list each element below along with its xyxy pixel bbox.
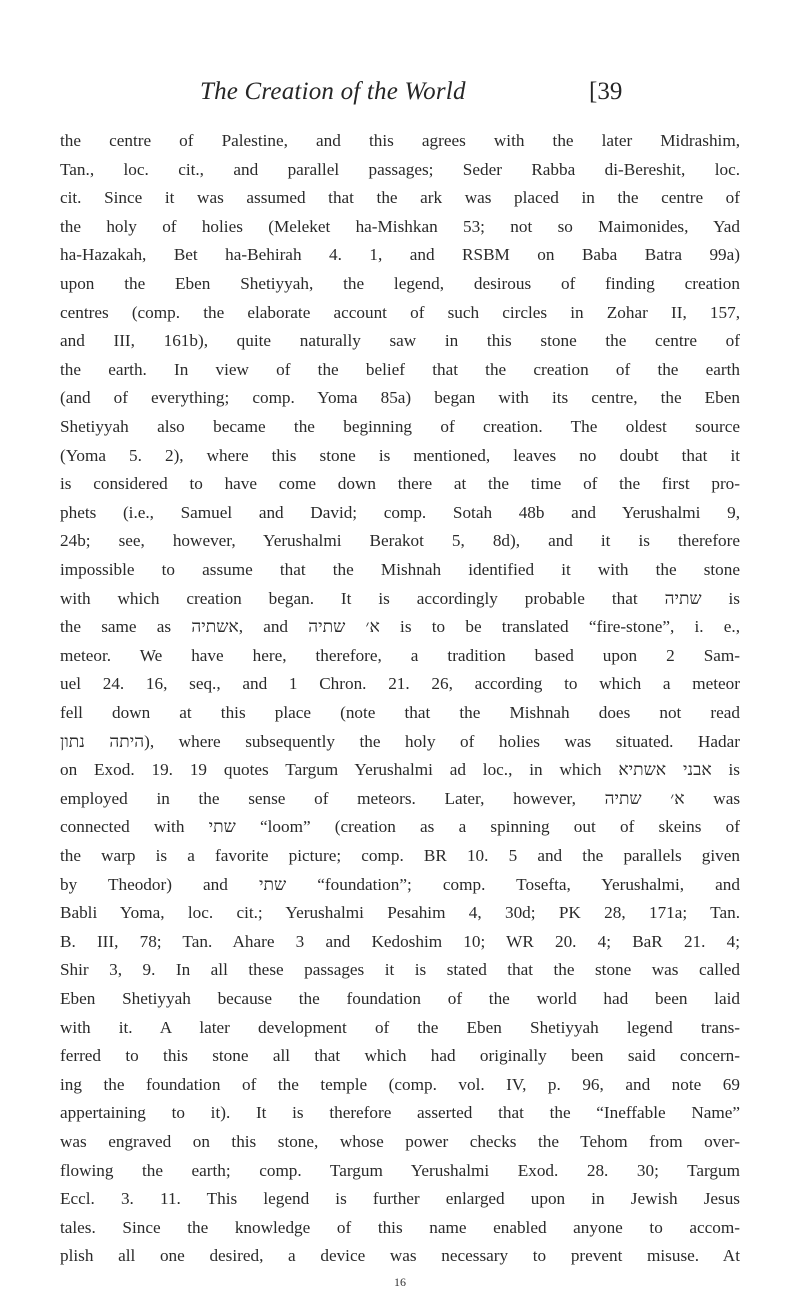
running-title: The Creation of the World (200, 78, 466, 105)
text-line: (Yoma 5. 2), where this stone is mentioned, leaves no doubt that it (60, 445, 740, 465)
text-line: with it. A later development of the Eben Shetiyyah legend trans- (60, 1017, 740, 1037)
text-line: ha-Hazakah, Bet ha-Behirah 4. 1, and RSBM on Baba Batra 99a) (60, 245, 740, 265)
text-line: and III, 161b), quite naturally saw in this stone the centre of (60, 331, 740, 351)
text-line: Eben Shetiyyah because the foundation of the world had been laid (60, 989, 740, 1008)
text-line: cit. Since it was assumed that the ark was placed in the centre of (60, 188, 740, 208)
text-line: fell down at this place (note that the Mishnah does not read (60, 703, 740, 722)
text-line: upon the Eben Shetiyyah, the legend, desirous of finding creation (60, 274, 740, 293)
text-line: ing the foundation of the temple (comp. vol. IV, p. 96, and note 69 (60, 1074, 740, 1094)
text-line: היתה נתון), where subsequently the holy of holies was situated. Hadar (60, 731, 740, 751)
text-line: the holy of holies (Meleket ha-Mishkan 53; not so Maimonides, Yad (60, 216, 740, 236)
text-line: the centre of Palestine, and this agrees with the later Midrashim, (60, 131, 740, 150)
text-line: Shir 3, 9. In all these passages it is stated that the stone was called (60, 960, 740, 980)
text-line: the earth. In view of the belief that the creation of the earth (60, 359, 740, 379)
running-header (0, 78, 800, 118)
text-line: the same as אשתיה, and א׳ שתיה is to be translated “fire-stone”, i. e., (60, 617, 740, 637)
text-line: with which creation began. It is accordingly probable that שתיה is (60, 588, 740, 608)
text-line: tales. Since the knowledge of this name enabled anyone to accom- (60, 1217, 740, 1237)
text-line: Babli Yoma, loc. cit.; Yerushalmi Pesahim 4, 30d; PK 28, 171a; Tan. (60, 903, 740, 923)
text-line: flowing the earth; comp. Targum Yerushalmi Exod. 28. 30; Targum (60, 1160, 740, 1180)
text-line: Shetiyyah also became the beginning of creation. The oldest source (60, 417, 740, 436)
text-line: (and of everything; comp. Yoma 85a) began with its centre, the Eben (60, 388, 740, 408)
text-line: meteor. We have here, therefore, a tradition based upon 2 Sam- (60, 645, 740, 665)
signature-mark: 16 (394, 1275, 406, 1289)
text-line: 24b; see, however, Yerushalmi Berakot 5, 8d), and it is therefore (60, 531, 740, 551)
text-line: on Exod. 19. 19 quotes Targum Yerushalmi ad loc., in which אבני אשתיא is (60, 760, 740, 780)
text-line: by Theodor) and שתי “foundation”; comp. Tosefta, Yerushalmi, and (60, 874, 740, 894)
text-line: is considered to have come down there at the time of the first pro- (60, 474, 740, 494)
text-line: impossible to assume that the Mishnah identified it with the stone (60, 560, 740, 579)
text-line: ferred to this stone all that which had originally been said concern- (60, 1046, 740, 1066)
text-line: Eccl. 3. 11. This legend is further enlarged upon in Jewish Jesus (60, 1189, 740, 1209)
text-line: centres (comp. the elaborate account of such circles in Zohar II, 157, (60, 302, 740, 322)
text-line: B. III, 78; Tan. Ahare 3 and Kedoshim 10; WR 20. 4; BaR 21. 4; (60, 931, 740, 951)
text-line: connected with שתי “loom” (creation as a spinning out of skeins of (60, 817, 740, 837)
text-line: phets (i.e., Samuel and David; comp. Sotah 48b and Yerushalmi 9, (60, 502, 740, 522)
page-number: [39 (589, 78, 623, 105)
text-line: employed in the sense of meteors. Later, however, א׳ שתיה was (60, 788, 741, 808)
text-line: was engraved on this stone, whose power checks the Tehom from over- (60, 1132, 740, 1151)
text-line: Tan., loc. cit., and parallel passages; Seder Rabba di-Bereshit, loc. (60, 159, 740, 179)
text-line: the warp is a favorite picture; comp. BR 10. 5 and the parallels given (60, 846, 740, 865)
text-line: uel 24. 16, seq., and 1 Chron. 21. 26, according to which a meteor (60, 674, 740, 694)
text-line: appertaining to it). It is therefore asserted that the “Ineffable Name” (60, 1103, 740, 1123)
text-line: plish all one desired, a device was necessary to prevent misuse. At (60, 1246, 740, 1266)
